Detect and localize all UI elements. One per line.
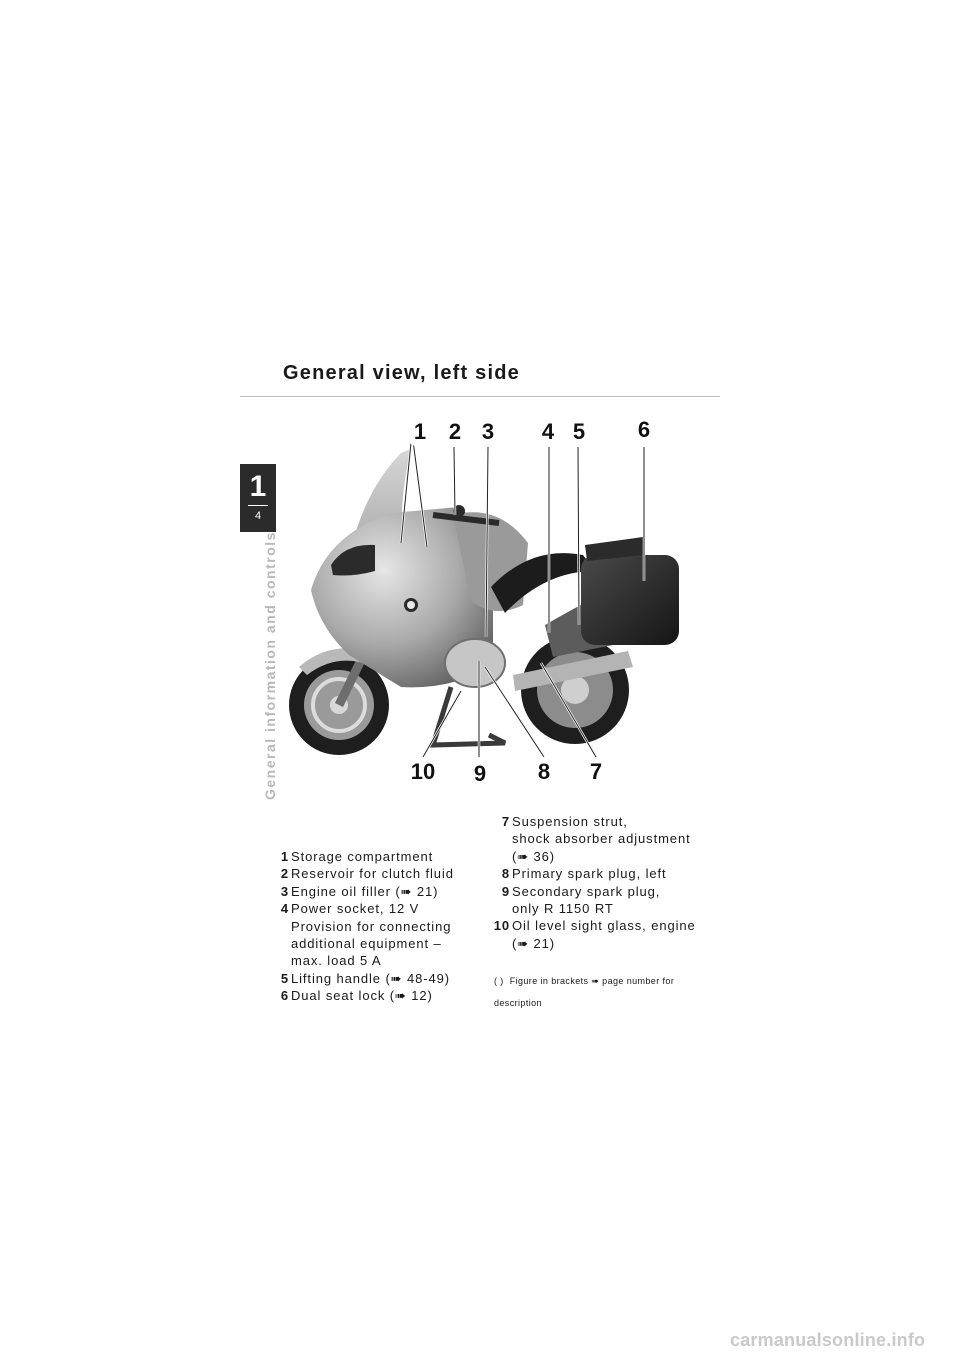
legend-text: Dual seat lock (➠ 12)	[291, 988, 433, 1004]
legend-item	[482, 865, 702, 882]
legend-text: Power socket, 12 V Provision for connecting additional equipment – max. load 5 A	[291, 901, 452, 969]
chapter-number: 1	[249, 470, 267, 503]
legend-text: Oil level sight glass, engine (➠ 21)	[512, 918, 696, 951]
callout-4: 4	[533, 417, 563, 447]
legend-number: 10	[493, 918, 510, 934]
tab-divider	[248, 505, 268, 506]
legend-text: Lifting handle (➠ 48-49)	[291, 970, 450, 986]
legend-text: Reservoir for clutch fluid	[291, 866, 454, 882]
legend-number: 5	[280, 970, 289, 986]
legend-number: 6	[280, 988, 289, 1004]
footnote	[494, 970, 704, 1014]
legend-number: 7	[501, 814, 510, 829]
legend-item	[274, 883, 474, 900]
legend-number: 1	[280, 849, 289, 864]
callout-9: 9	[465, 759, 495, 789]
legend-number: 8	[501, 866, 510, 882]
legend-item	[482, 813, 702, 865]
callout-3: 3	[473, 417, 503, 447]
legend-text: Secondary spark plug, only R 1150 RT	[512, 883, 661, 917]
legend-item	[274, 865, 474, 882]
legend-text: Suspension strut, shock absorber adjustment (➠ 36)	[512, 814, 691, 864]
page-number: 4	[254, 510, 262, 522]
page-title: General view, left side	[283, 362, 520, 384]
callout-10: 10	[403, 757, 443, 787]
legend-item	[274, 987, 474, 1004]
legend-text: Engine oil filler (➠ 21)	[291, 883, 439, 899]
callout-7: 7	[581, 757, 611, 787]
footnote-symbol: ( )	[494, 976, 504, 986]
legend-item	[274, 900, 474, 970]
chapter-label: General information and controls	[262, 531, 278, 800]
callout-1: 1	[405, 417, 435, 447]
motorcycle-figure	[283, 405, 723, 795]
legend-number: 9	[501, 883, 510, 899]
callout-5: 5	[564, 417, 594, 447]
motorcycle-illustration	[283, 405, 723, 795]
footnote-text: Figure in brackets ➠ page number for description	[494, 976, 675, 1008]
legend-item	[274, 970, 474, 987]
legend-number: 3	[280, 883, 289, 899]
legend-right	[482, 813, 702, 952]
legend-text: Storage compartment	[291, 849, 434, 864]
title-divider	[240, 396, 720, 397]
legend-number: 4	[280, 901, 289, 917]
legend-text: Primary spark plug, left	[512, 866, 667, 882]
legend-item	[482, 883, 702, 918]
callout-6: 6	[629, 415, 659, 445]
legend-number: 2	[280, 866, 289, 882]
watermark: carmanualsonline.info	[730, 1330, 926, 1350]
callout-8: 8	[529, 757, 559, 787]
legend-item	[274, 848, 474, 865]
legend-item	[482, 917, 702, 952]
legend-left	[274, 848, 474, 1005]
callout-2: 2	[440, 417, 470, 447]
